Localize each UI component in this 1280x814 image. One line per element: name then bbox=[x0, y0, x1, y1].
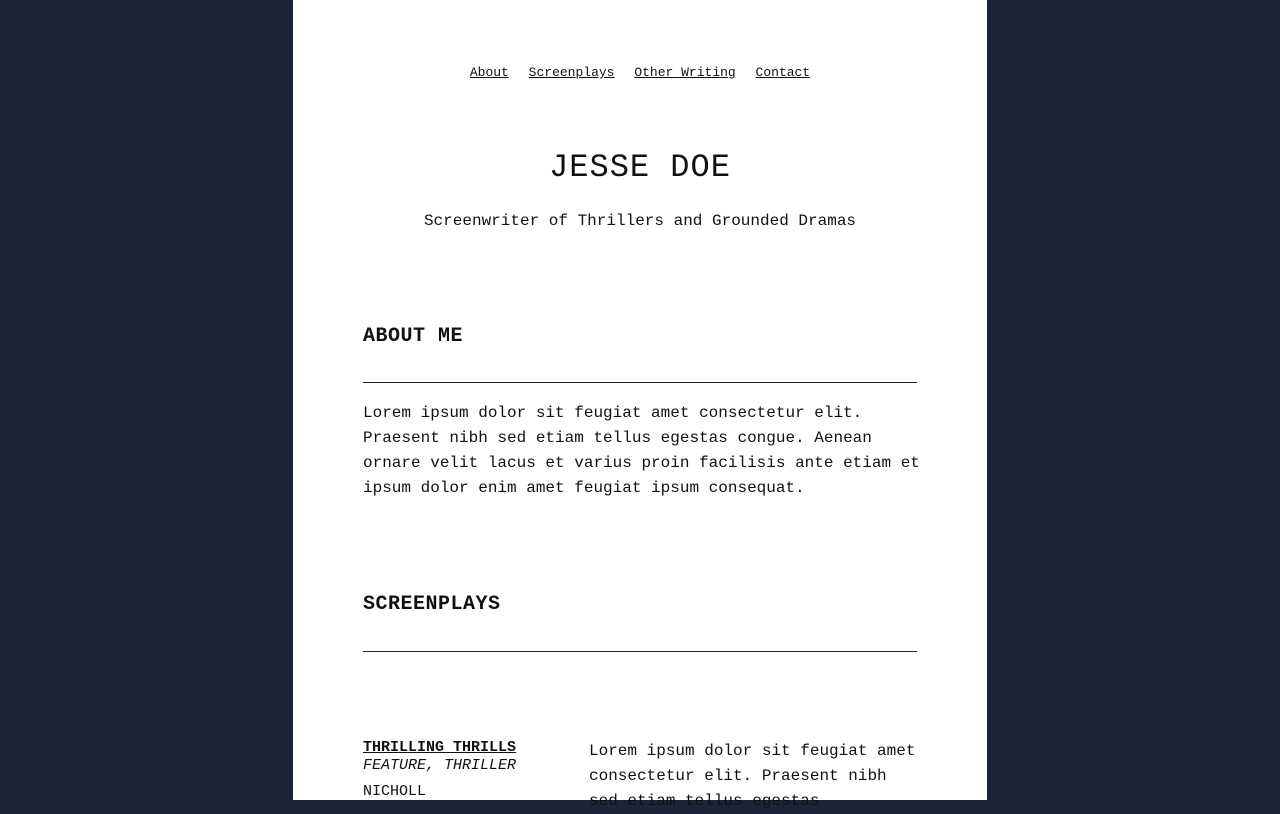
screenplay-award: NICHOLL bbox=[363, 783, 427, 800]
about-divider bbox=[363, 382, 917, 383]
page-container bbox=[293, 0, 987, 810]
top-nav bbox=[293, 65, 987, 81]
site-title: JESSE DOE bbox=[549, 149, 731, 186]
screenplays-heading: SCREENPLAYS bbox=[363, 593, 501, 616]
nav-link-other-writing[interactable]: Other Writing bbox=[634, 65, 736, 80]
about-body: Lorem ipsum dolor sit feugiat amet consectetur elit. Praesent nibh sed etiam tellus egestas congue. Aenean ornare velit lacus et varius proin facilisis ante etiam et ipsum dolor enim amet feugiat ipsum consequat. bbox=[363, 404, 920, 497]
site-tagline: Screenwriter of Thrillers and Grounded Dramas bbox=[423, 212, 857, 230]
nav-link-contact[interactable]: Contact bbox=[755, 65, 811, 80]
screenplays-divider bbox=[363, 651, 917, 652]
screenplay-meta bbox=[363, 739, 563, 801]
screenplay-title-link[interactable]: THRILLING THRILLS bbox=[363, 739, 517, 756]
about-heading: ABOUT ME bbox=[363, 325, 464, 348]
nav-link-about[interactable]: About bbox=[469, 65, 509, 80]
screenplay-genre: FEATURE, THRILLER bbox=[363, 757, 517, 774]
nav-link-screenplays[interactable]: Screenplays bbox=[528, 65, 615, 80]
screenplay-logline: Lorem ipsum dolor sit feugiat amet consectetur elit. Praesent nibh sed etiam tellus egestas bbox=[589, 742, 916, 810]
